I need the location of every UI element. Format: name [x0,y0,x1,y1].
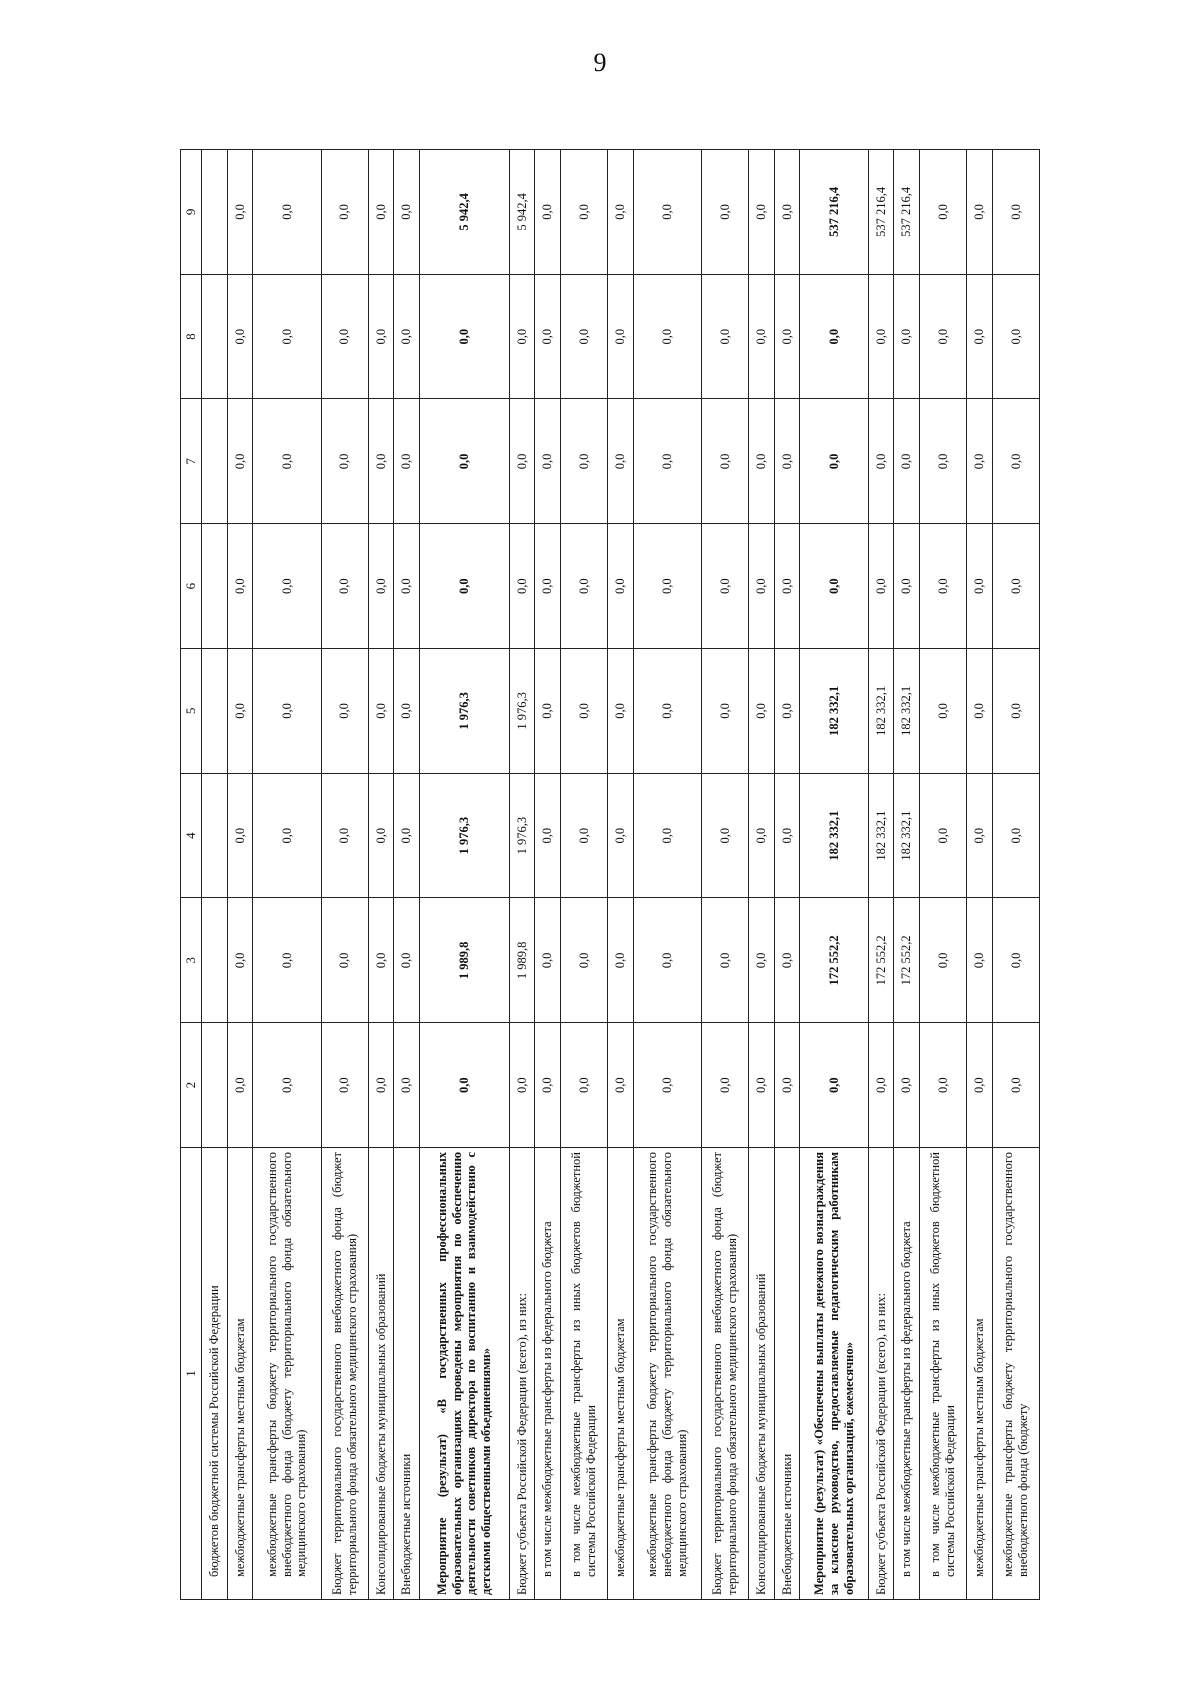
cell-col-7: 0,0 [227,399,253,524]
row-label: бюджетов бюджетной системы Российской Федерации [202,1148,228,1600]
cell-col-5: 0,0 [774,649,800,774]
row-label: в том числе межбюджетные трансферты из иных бюджетов бюджетной системы Российской Федерации [920,1148,967,1600]
cell-col-9: 0,0 [749,150,775,275]
cell-col-7: 0,0 [967,399,993,524]
cell-col-3: 0,0 [920,898,967,1023]
cell-col-2: 0,0 [633,1023,701,1148]
cell-col-3: 172 552,2 [800,898,868,1023]
cell-col-4: 0,0 [774,773,800,898]
cell-col-2: 0,0 [368,1023,394,1148]
cell-col-6: 0,0 [774,524,800,649]
cell-col-9: 0,0 [992,150,1039,275]
row-label: Мероприятие (результат) «Обеспечены выплаты денежного вознаграждения за классное руководство, предоставляемые педагогическим работникам образовательных организаций, ежемесячно» [800,1148,868,1600]
cell-col-2: 0,0 [702,1023,749,1148]
cell-col-5: 1 976,3 [420,649,510,774]
cell-col-6: 0,0 [509,524,535,649]
cell-col-3: 0,0 [749,898,775,1023]
cell-col-3: 0,0 [561,898,608,1023]
header-row [181,150,202,1600]
cell-col-4: 182 332,1 [894,773,920,898]
cell-col-2: 0,0 [321,1023,368,1148]
cell-col-3: 172 552,2 [894,898,920,1023]
cell-col-4: 0,0 [608,773,634,898]
cell-col-6: 0,0 [967,524,993,649]
cell-col-8: 0,0 [633,274,701,399]
cell-col-5: 0,0 [992,649,1039,774]
cell-col-5: 182 332,1 [800,649,868,774]
cell-col-2: 0,0 [535,1023,561,1148]
cell-col-2: 0,0 [509,1023,535,1148]
cell-col-7: 0,0 [894,399,920,524]
cell-col-3: 0,0 [967,898,993,1023]
row-label: в том числе межбюджетные трансферты из федерального бюджета [894,1148,920,1600]
cell-col-6: 0,0 [608,524,634,649]
table-header [181,150,202,1600]
row-label: Внебюджетные источники [774,1148,800,1600]
cell-col-8 [202,274,228,399]
cell-col-3: 0,0 [702,898,749,1023]
rotated-table-wrapper [180,150,1040,1600]
cell-col-9: 0,0 [227,150,253,275]
cell-col-7: 0,0 [920,399,967,524]
cell-col-7: 0,0 [774,399,800,524]
row-label: межбюджетные трансферты местным бюджетам [967,1148,993,1600]
table-body [202,150,1040,1600]
cell-col-6: 0,0 [368,524,394,649]
cell-col-3: 0,0 [992,898,1039,1023]
cell-col-3: 0,0 [321,898,368,1023]
cell-col-5: 182 332,1 [868,649,894,774]
cell-col-9: 537 216,4 [868,150,894,275]
cell-col-7: 0,0 [749,399,775,524]
table-row [561,150,608,1600]
cell-col-8: 0,0 [749,274,775,399]
budget-table [180,149,1040,1600]
table-row [633,150,701,1600]
cell-col-8: 0,0 [394,274,420,399]
table-row [321,150,368,1600]
cell-col-5: 0,0 [633,649,701,774]
cell-col-6: 0,0 [227,524,253,649]
cell-col-3: 1 989,8 [509,898,535,1023]
cell-col-6 [202,524,228,649]
cell-col-2: 0,0 [608,1023,634,1148]
cell-col-7: 0,0 [394,399,420,524]
cell-col-3: 1 989,8 [420,898,510,1023]
cell-col-9: 0,0 [608,150,634,275]
table-row [800,150,868,1600]
cell-col-2: 0,0 [253,1023,321,1148]
row-label: межбюджетные трансферты местным бюджетам [608,1148,634,1600]
cell-col-7: 0,0 [420,399,510,524]
column-header-1: 1 [181,1148,202,1600]
cell-col-5: 0,0 [227,649,253,774]
table-row [894,150,920,1600]
cell-col-4: 0,0 [253,773,321,898]
cell-col-9: 0,0 [702,150,749,275]
cell-col-5: 182 332,1 [894,649,920,774]
cell-col-6: 0,0 [253,524,321,649]
cell-col-8: 0,0 [967,274,993,399]
table-row [702,150,749,1600]
table-row [749,150,775,1600]
row-label: Бюджет территориального государственного внебюджетного фонда (бюджет территориального фонда обязательного медицинского страхования) [321,1148,368,1600]
row-label: Мероприятие (результат) «В государственных профессиональных образовательных организациях проведены мероприятия по обеспечению деятельности советников директора по воспитанию и взаимодействию с детскими общественными объединениями» [420,1148,510,1600]
cell-col-5: 0,0 [608,649,634,774]
table-row [202,150,228,1600]
cell-col-6: 0,0 [920,524,967,649]
cell-col-3: 0,0 [774,898,800,1023]
cell-col-4: 0,0 [749,773,775,898]
cell-col-3: 0,0 [227,898,253,1023]
column-header-9: 9 [181,150,202,275]
cell-col-4: 0,0 [394,773,420,898]
row-label: в том числе межбюджетные трансферты из федерального бюджета [535,1148,561,1600]
cell-col-4: 182 332,1 [868,773,894,898]
cell-col-7: 0,0 [702,399,749,524]
cell-col-2: 0,0 [800,1023,868,1148]
cell-col-8: 0,0 [420,274,510,399]
cell-col-5: 0,0 [561,649,608,774]
cell-col-4: 0,0 [227,773,253,898]
table-row [420,150,510,1600]
cell-col-9: 0,0 [561,150,608,275]
column-header-6: 6 [181,524,202,649]
cell-col-2 [202,1023,228,1148]
cell-col-6: 0,0 [702,524,749,649]
cell-col-5: 0,0 [321,649,368,774]
cell-col-8: 0,0 [608,274,634,399]
cell-col-9: 0,0 [394,150,420,275]
cell-col-7: 0,0 [608,399,634,524]
cell-col-7: 0,0 [535,399,561,524]
cell-col-8: 0,0 [321,274,368,399]
cell-col-3: 0,0 [394,898,420,1023]
cell-col-9: 0,0 [967,150,993,275]
cell-col-5 [202,649,228,774]
cell-col-9: 5 942,4 [420,150,510,275]
cell-col-6: 0,0 [394,524,420,649]
cell-col-6: 0,0 [420,524,510,649]
cell-col-9: 0,0 [633,150,701,275]
cell-col-6: 0,0 [894,524,920,649]
cell-col-8: 0,0 [253,274,321,399]
cell-col-4: 0,0 [920,773,967,898]
cell-col-3: 0,0 [368,898,394,1023]
cell-col-2: 0,0 [868,1023,894,1148]
row-label: Консолидированные бюджеты муниципальных образований [368,1148,394,1600]
cell-col-8: 0,0 [920,274,967,399]
cell-col-7: 0,0 [800,399,868,524]
cell-col-9: 0,0 [920,150,967,275]
table-row [967,150,993,1600]
row-label: Бюджет территориального государственного внебюджетного фонда (бюджет территориального фонда обязательного медицинского страхования) [702,1148,749,1600]
cell-col-6: 0,0 [535,524,561,649]
table-row [608,150,634,1600]
cell-col-5: 0,0 [253,649,321,774]
table-row [868,150,894,1600]
column-header-7: 7 [181,399,202,524]
cell-col-2: 0,0 [967,1023,993,1148]
cell-col-6: 0,0 [800,524,868,649]
cell-col-8: 0,0 [509,274,535,399]
row-label: Внебюджетные источники [394,1148,420,1600]
cell-col-3: 0,0 [608,898,634,1023]
cell-col-7: 0,0 [509,399,535,524]
cell-col-8: 0,0 [868,274,894,399]
cell-col-8: 0,0 [368,274,394,399]
cell-col-4: 1 976,3 [420,773,510,898]
table-row [227,150,253,1600]
cell-col-9: 0,0 [774,150,800,275]
cell-col-4: 182 332,1 [800,773,868,898]
cell-col-7: 0,0 [992,399,1039,524]
cell-col-4: 0,0 [368,773,394,898]
column-header-8: 8 [181,274,202,399]
row-label: межбюджетные трансферты бюджету территориального государственного внебюджетного фонда (бюджету [992,1148,1039,1600]
cell-col-9: 537 216,4 [800,150,868,275]
table-row [920,150,967,1600]
cell-col-2: 0,0 [420,1023,510,1148]
cell-col-2: 0,0 [561,1023,608,1148]
cell-col-8: 0,0 [800,274,868,399]
cell-col-2: 0,0 [894,1023,920,1148]
cell-col-9 [202,150,228,275]
cell-col-4: 0,0 [321,773,368,898]
row-label: Бюджет субъекта Российской Федерации (всего), из них: [509,1148,535,1600]
cell-col-4: 0,0 [535,773,561,898]
row-label: межбюджетные трансферты местным бюджетам [227,1148,253,1600]
cell-col-6: 0,0 [633,524,701,649]
cell-col-6: 0,0 [321,524,368,649]
page-number: 9 [593,48,607,77]
cell-col-6: 0,0 [992,524,1039,649]
cell-col-7: 0,0 [633,399,701,524]
cell-col-7: 0,0 [561,399,608,524]
cell-col-2: 0,0 [749,1023,775,1148]
cell-col-5: 0,0 [920,649,967,774]
column-header-2: 2 [181,1023,202,1148]
cell-col-8: 0,0 [227,274,253,399]
cell-col-7: 0,0 [321,399,368,524]
cell-col-9: 0,0 [321,150,368,275]
row-label: межбюджетные трансферты бюджету территориального государственного внебюджетного фонда (бюджету территориального фонда обязательного медицинского страхования) [253,1148,321,1600]
cell-col-5: 0,0 [702,649,749,774]
cell-col-6: 0,0 [561,524,608,649]
cell-col-5: 0,0 [394,649,420,774]
cell-col-7: 0,0 [368,399,394,524]
column-header-4: 4 [181,773,202,898]
cell-col-6: 0,0 [749,524,775,649]
cell-col-8: 0,0 [894,274,920,399]
row-label: Бюджет субъекта Российской Федерации (всего), из них: [868,1148,894,1600]
cell-col-3: 172 552,2 [868,898,894,1023]
cell-col-6: 0,0 [868,524,894,649]
cell-col-8: 0,0 [702,274,749,399]
cell-col-3: 0,0 [535,898,561,1023]
table-row [535,150,561,1600]
cell-col-8: 0,0 [992,274,1039,399]
cell-col-3 [202,898,228,1023]
column-header-3: 3 [181,898,202,1023]
cell-col-7 [202,399,228,524]
cell-col-8: 0,0 [561,274,608,399]
cell-col-9: 0,0 [253,150,321,275]
table-row [368,150,394,1600]
cell-col-2: 0,0 [394,1023,420,1148]
cell-col-9: 5 942,4 [509,150,535,275]
cell-col-2: 0,0 [920,1023,967,1148]
cell-col-4: 0,0 [633,773,701,898]
cell-col-8: 0,0 [774,274,800,399]
cell-col-5: 0,0 [368,649,394,774]
cell-col-9: 537 216,4 [894,150,920,275]
cell-col-2: 0,0 [227,1023,253,1148]
table-row [774,150,800,1600]
column-header-5: 5 [181,649,202,774]
cell-col-5: 0,0 [535,649,561,774]
cell-col-7: 0,0 [868,399,894,524]
row-label: Консолидированные бюджеты муниципальных образований [749,1148,775,1600]
cell-col-4: 0,0 [992,773,1039,898]
cell-col-2: 0,0 [992,1023,1039,1148]
table-row [394,150,420,1600]
cell-col-5: 0,0 [749,649,775,774]
cell-col-2: 0,0 [774,1023,800,1148]
cell-col-5: 1 976,3 [509,649,535,774]
cell-col-7: 0,0 [253,399,321,524]
cell-col-5: 0,0 [967,649,993,774]
cell-col-3: 0,0 [633,898,701,1023]
cell-col-4: 1 976,3 [509,773,535,898]
cell-col-4: 0,0 [561,773,608,898]
cell-col-4 [202,773,228,898]
table-row [992,150,1039,1600]
row-label: межбюджетные трансферты бюджету территориального государственного внебюджетного фонда (бюджету территориального фонда обязательного медицинского страхования) [633,1148,701,1600]
cell-col-9: 0,0 [368,150,394,275]
table-row [253,150,321,1600]
cell-col-4: 0,0 [702,773,749,898]
cell-col-9: 0,0 [535,150,561,275]
cell-col-8: 0,0 [535,274,561,399]
table-row [509,150,535,1600]
cell-col-4: 0,0 [967,773,993,898]
row-label: в том числе межбюджетные трансферты из иных бюджетов бюджетной системы Российской Федерации [561,1148,608,1600]
cell-col-3: 0,0 [253,898,321,1023]
